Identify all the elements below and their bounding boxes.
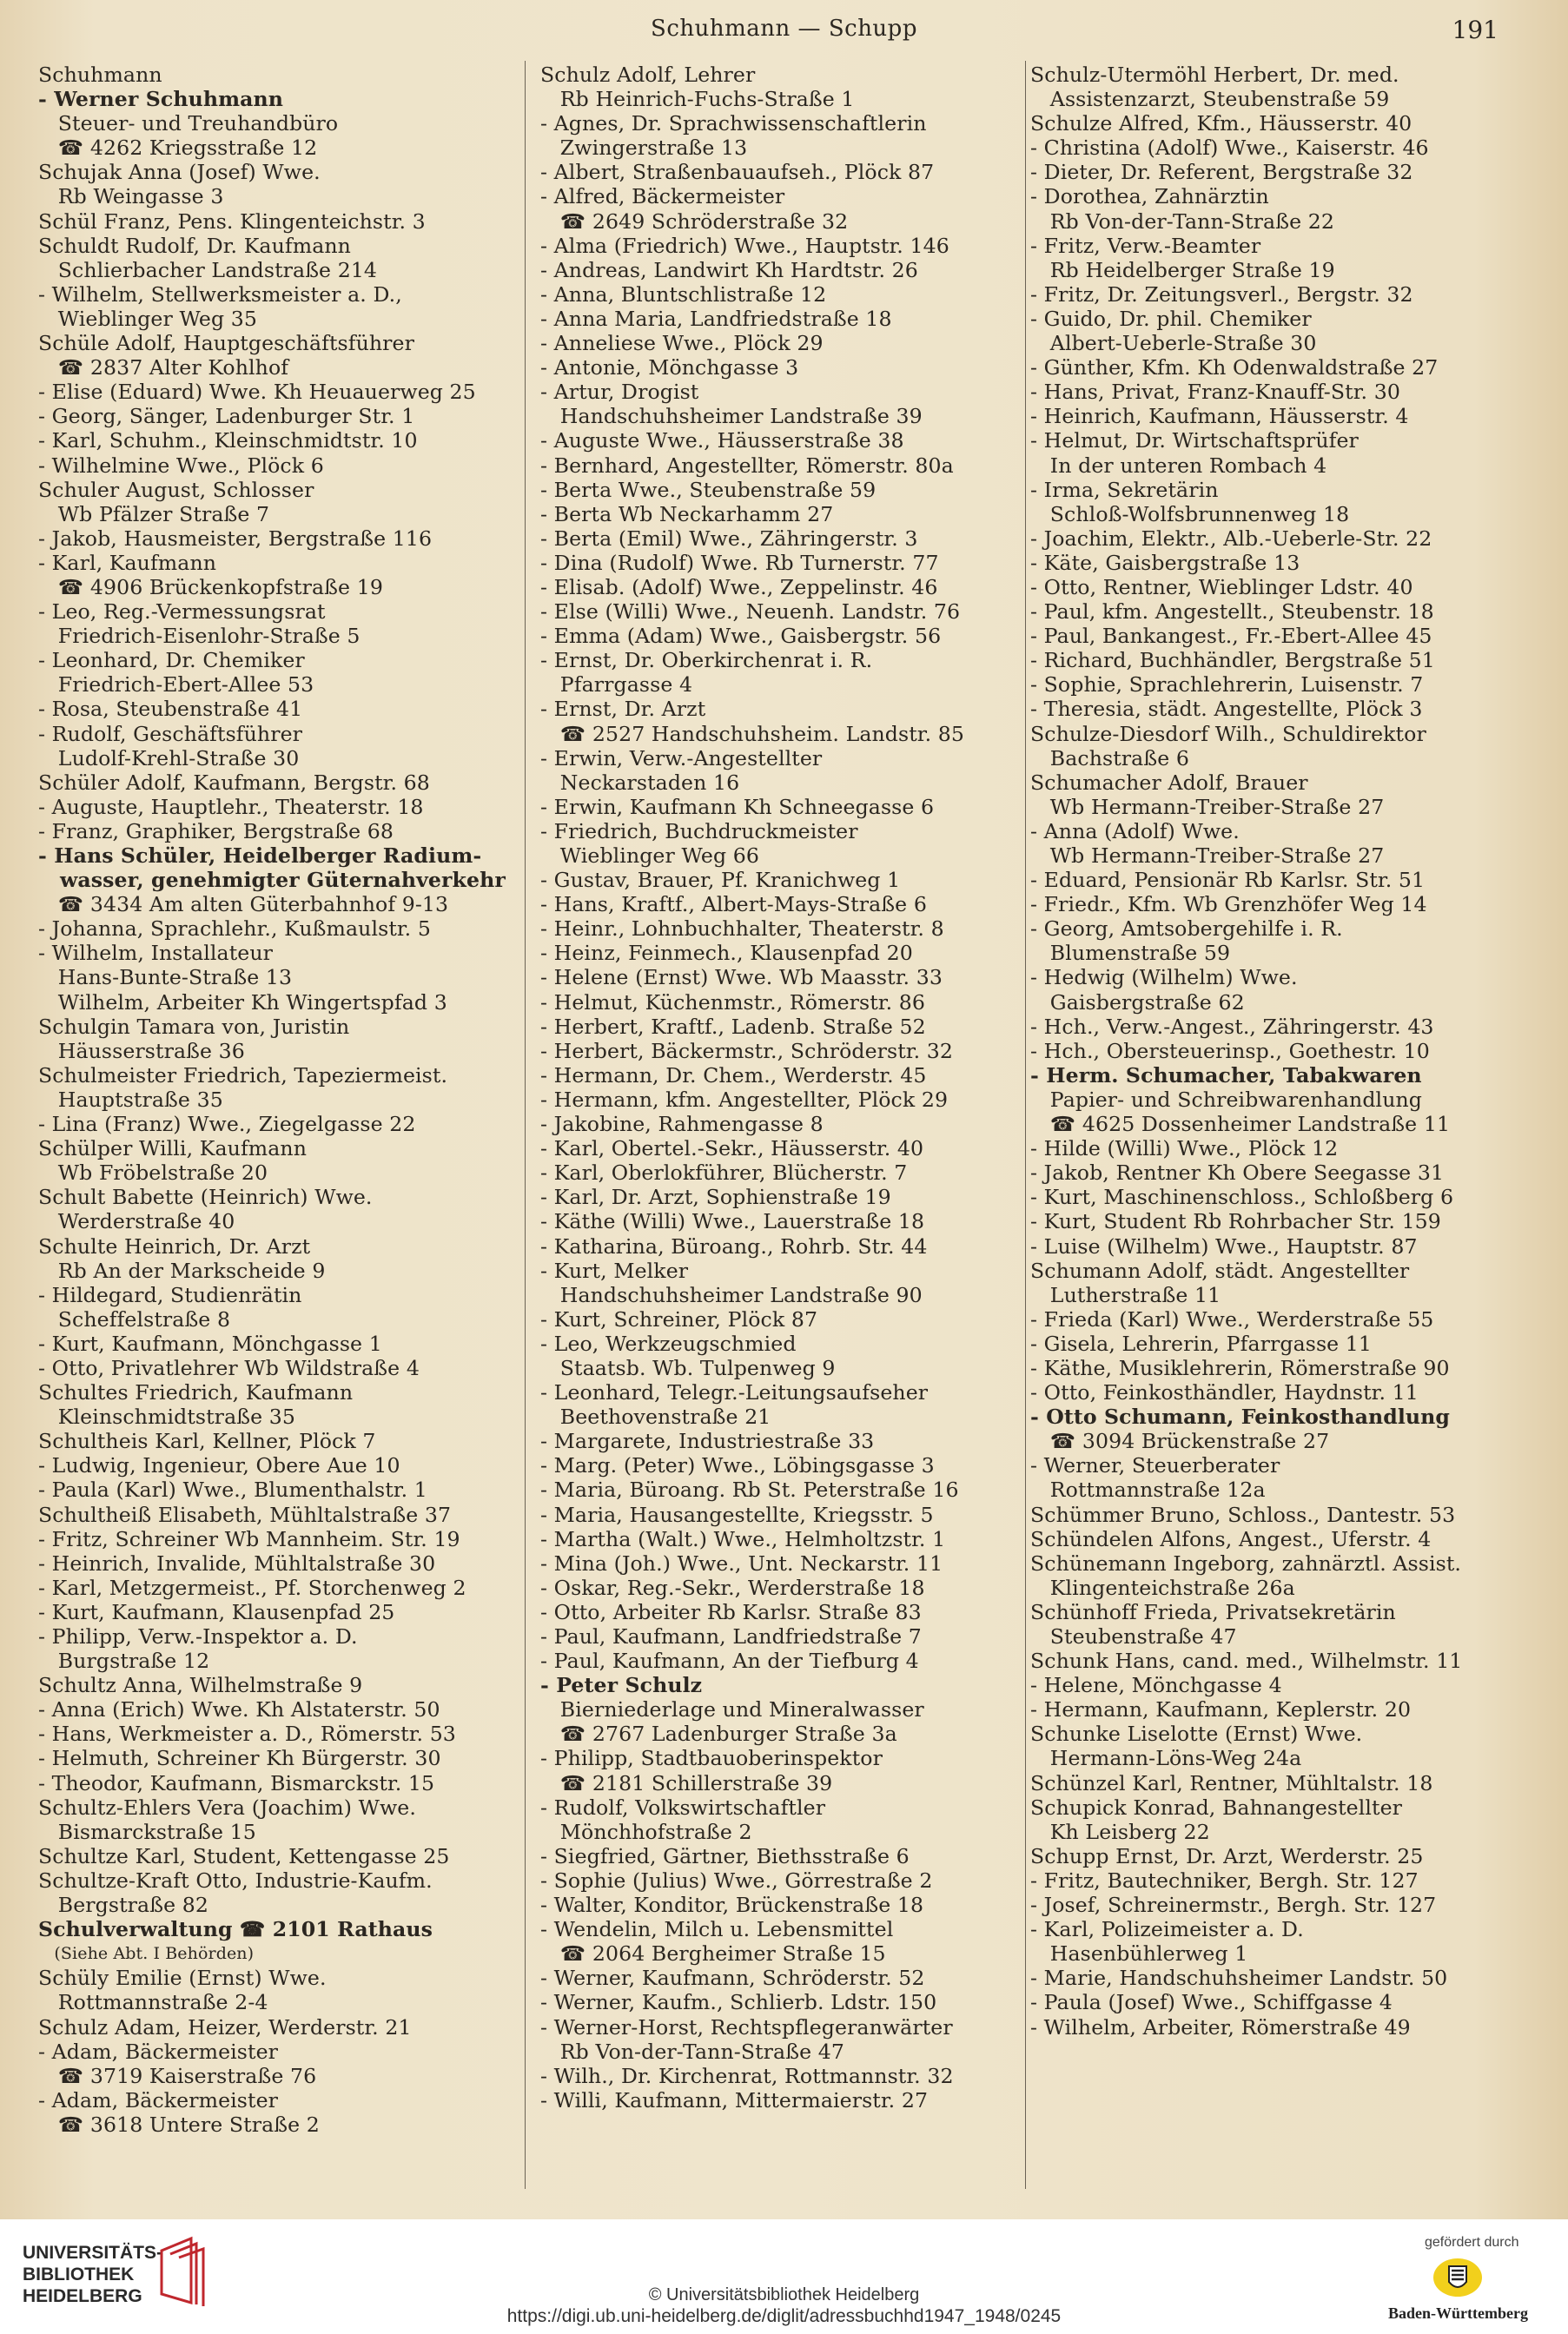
directory-entry-line: - Werner Schuhmann — [38, 87, 284, 112]
directory-entry-line: - Werner, Steuerberater — [1030, 1453, 1280, 1478]
directory-entry-line: Schümmer Bruno, Schloss., Dantestr. 53 — [1030, 1502, 1456, 1527]
directory-entry-line: - Käte, Gaisbergstraße 13 — [1030, 550, 1300, 575]
directory-entry-line: - Helmut, Dr. Wirtschaftsprüfer — [1030, 428, 1359, 453]
directory-entry-line: - Anna (Adolf) Wwe. — [1030, 818, 1240, 843]
directory-entry-line: Wb Hermann-Treiber-Straße 27 — [1030, 794, 1385, 819]
directory-entry-line: Kh Leisberg 22 — [1030, 1819, 1210, 1844]
directory-column-2 — [540, 63, 1009, 2113]
directory-entry-line: - Elisab. (Adolf) Wwe., Zeppelinstr. 46 — [540, 574, 938, 599]
directory-entry-line: Schünhoff Frieda, Privatsekretärin — [1030, 1599, 1396, 1624]
directory-entry-line: Schül Franz, Pens. Klingenteichstr. 3 — [38, 208, 426, 234]
directory-entry-line: Schüly Emilie (Ernst) Wwe. — [38, 1966, 327, 1991]
directory-entry-line: - Hch., Obersteuerinsp., Goethestr. 10 — [1030, 1038, 1430, 1063]
directory-entry-line: Schünzel Karl, Rentner, Mühltalstr. 18 — [1030, 1770, 1433, 1795]
directory-entry-line: Wb Fröbelstraße 20 — [38, 1160, 268, 1186]
directory-entry-line: - Dorothea, Zahnärztin — [1030, 184, 1269, 209]
directory-entry-line: Mönchhofstraße 2 — [540, 1819, 752, 1844]
directory-entry-line: - Werner, Kaufmann, Schröderstr. 52 — [540, 1966, 925, 1991]
directory-entry-line: - Hans, Werkmeister a. D., Römerstr. 53 — [38, 1722, 456, 1747]
directory-entry-line: - Kurt, Maschinenschloss., Schloßberg 6 — [1030, 1185, 1454, 1210]
directory-entry-line: - Anna (Erich) Wwe. Kh Alstaterstr. 50 — [38, 1697, 440, 1722]
directory-entry-line: - Paul, Kaufmann, An der Tiefburg 4 — [540, 1649, 919, 1674]
directory-entry-line: Schumacher Adolf, Brauer — [1030, 770, 1308, 795]
directory-entry-line: - Karl, Oberlokführer, Blücherstr. 7 — [540, 1160, 908, 1186]
directory-entry-line: Steuer- und Treuhandbüro — [38, 111, 339, 136]
library-name-line: HEIDELBERG — [23, 2286, 142, 2306]
directory-entry-line: Schultes Friedrich, Kaufmann — [38, 1380, 354, 1405]
directory-entry-line: Handschuhsheimer Landstraße 39 — [540, 404, 923, 429]
directory-entry-line: Gaisbergstraße 62 — [1030, 989, 1245, 1015]
directory-entry-line: - Georg, Amtsobergehilfe i. R. — [1030, 916, 1343, 942]
directory-entry-line: Schulte Heinrich, Dr. Arzt — [38, 1233, 311, 1259]
directory-entry-line: - Dieter, Dr. Referent, Bergstraße 32 — [1030, 160, 1413, 185]
directory-entry-line: Rb Heinrich-Fuchs-Straße 1 — [540, 87, 855, 112]
directory-entry-line: - Otto, Rentner, Wieblinger Ldstr. 40 — [1030, 574, 1413, 599]
directory-entry-line: - Theresia, städt. Angestellte, Plöck 3 — [1030, 697, 1423, 722]
directory-entry-line: Wilhelm, Arbeiter Kh Wingertspfad 3 — [38, 989, 447, 1015]
directory-entry-line: wasser, genehmigter Güternahverkehr — [38, 868, 506, 893]
directory-entry-line: - Hermann, Kaufmann, Keplerstr. 20 — [1030, 1697, 1412, 1722]
directory-entry-line: Pfarrgasse 4 — [540, 672, 693, 698]
directory-entry-line: ☎ 3618 Untere Straße 2 — [38, 2112, 320, 2137]
directory-entry-line: - Fritz, Schreiner Wb Mannheim. Str. 19 — [38, 1526, 460, 1551]
directory-entry-line: - Hildegard, Studienrätin — [38, 1282, 302, 1307]
funded-by-label: gefördert durch — [1425, 2235, 1519, 2250]
directory-entry-line: Schupick Konrad, Bahnangestellter — [1030, 1795, 1403, 1820]
library-name-line: UNIVERSITÄTS- — [23, 2243, 163, 2263]
directory-entry-line: - Adam, Bäckermeister — [38, 2039, 279, 2064]
directory-entry-line: - Oskar, Reg.-Sekr., Werderstraße 18 — [540, 1575, 925, 1600]
directory-entry-line: Blumenstraße 59 — [1030, 941, 1231, 966]
directory-entry-line: - Wendelin, Milch u. Lebensmittel — [540, 1917, 894, 1942]
directory-entry-line: Bergstraße 82 — [38, 1893, 208, 1918]
directory-entry-line: - Johanna, Sprachlehr., Kußmaulstr. 5 — [38, 916, 431, 942]
directory-entry-line: - Otto, Feinkosthändler, Haydnstr. 11 — [1030, 1380, 1419, 1405]
directory-entry-line: Schultze Karl, Student, Kettengasse 25 — [38, 1843, 450, 1868]
directory-entry-line: - Marg. (Peter) Wwe., Löbingsgasse 3 — [540, 1453, 935, 1478]
directory-entry-line: Kleinschmidtstraße 35 — [38, 1405, 295, 1430]
directory-entry-line: - Irma, Sekretärin — [1030, 477, 1219, 502]
directory-entry-line: - Leo, Reg.-Vermessungsrat — [38, 599, 326, 625]
directory-entry-line: - Alma (Friedrich) Wwe., Hauptstr. 146 — [540, 233, 949, 258]
directory-entry-line: - Herbert, Bäckermstr., Schröderstr. 32 — [540, 1038, 954, 1063]
directory-entry-line: - Wilhelm, Installateur — [38, 941, 274, 966]
directory-entry-line: Schunk Hans, cand. med., Wilhelmstr. 11 — [1030, 1649, 1463, 1674]
directory-entry-line: - Antonie, Mönchgasse 3 — [540, 355, 799, 380]
directory-entry-line: Wb Pfälzer Straße 7 — [38, 501, 270, 526]
directory-entry-line: ☎ 2527 Handschuhsheim. Landstr. 85 — [540, 721, 964, 746]
directory-entry-line: - Paul, Bankangest., Fr.-Ebert-Allee 45 — [1030, 624, 1432, 649]
directory-entry-line: Rb Weingasse 3 — [38, 184, 224, 209]
directory-entry-line: Schulgin Tamara von, Juristin — [38, 1014, 350, 1039]
directory-entry-line: - Karl, Metzgermeist., Pf. Storchenweg 2 — [38, 1575, 466, 1600]
directory-entry-line: - Hilde (Willi) Wwe., Plöck 12 — [1030, 1136, 1339, 1161]
directory-entry-line: Rottmannstraße 2-4 — [38, 1990, 268, 2015]
directory-entry-line: - Luise (Wilhelm) Wwe., Hauptstr. 87 — [1030, 1233, 1418, 1259]
directory-entry-line: - Hans, Privat, Franz-Knauff-Str. 30 — [1030, 380, 1400, 405]
directory-entry-line: - Alfred, Bäckermeister — [540, 184, 785, 209]
directory-entry-line: Schujak Anna (Josef) Wwe. — [38, 160, 321, 185]
directory-entry-line: ☎ 2767 Ladenburger Straße 3a — [540, 1722, 897, 1747]
directory-entry-line: Rb Heidelberger Straße 19 — [1030, 257, 1335, 282]
directory-entry-line: - Karl, Schuhm., Kleinschmidtstr. 10 — [38, 428, 418, 453]
directory-entry-line: ☎ 4262 Kriegsstraße 12 — [38, 136, 318, 161]
directory-entry-line: Schloß-Wolfsbrunnenweg 18 — [1030, 501, 1350, 526]
directory-entry-line: Assistenzarzt, Steubenstraße 59 — [1030, 87, 1390, 112]
directory-entry-line: - Elise (Eduard) Wwe. Kh Heuauerweg 25 — [38, 380, 476, 405]
directory-entry-line: - Sophie (Julius) Wwe., Görrestraße 2 — [540, 1868, 933, 1893]
directory-entry-line: Schüler Adolf, Kaufmann, Bergstr. 68 — [38, 770, 430, 795]
directory-entry-line: - Martha (Walt.) Wwe., Helmholtzstr. 1 — [540, 1526, 946, 1551]
directory-entry-line: Papier- und Schreibwarenhandlung — [1030, 1087, 1422, 1112]
directory-entry-line: Bierniederlage und Mineralwasser — [540, 1697, 924, 1722]
directory-entry-line: - Jakob, Hausmeister, Bergstraße 116 — [38, 526, 433, 551]
directory-entry-line: - Philipp, Verw.-Inspektor a. D. — [38, 1624, 358, 1649]
directory-entry-line: - Walter, Konditor, Brückenstraße 18 — [540, 1893, 924, 1918]
directory-entry-line: - Siegfried, Gärtner, Biethsstraße 6 — [540, 1843, 910, 1868]
directory-entry-line: Schulz-Utermöhl Herbert, Dr. med. — [1030, 63, 1399, 87]
directory-entry-line: Hasenbühlerweg 1 — [1030, 1941, 1248, 1967]
directory-entry-line: Schlierbacher Landstraße 214 — [38, 257, 378, 282]
directory-entry-line: Schultze-Kraft Otto, Industrie-Kaufm. — [38, 1868, 433, 1893]
directory-entry-line: - Andreas, Landwirt Kh Hardtstr. 26 — [540, 257, 918, 282]
directory-entry-line: - Kurt, Melker — [540, 1258, 689, 1283]
directory-entry-line: Hauptstraße 35 — [38, 1087, 223, 1112]
directory-entry-line: Beethovenstraße 21 — [540, 1405, 771, 1430]
directory-entry-line: Schulmeister Friedrich, Tapeziermeist. — [38, 1062, 448, 1088]
directory-entry-line: - Kurt, Kaufmann, Mönchgasse 1 — [38, 1331, 382, 1356]
directory-entry-line: - Paula (Josef) Wwe., Schiffgasse 4 — [1030, 1990, 1393, 2015]
directory-entry-line: - Kurt, Schreiner, Plöck 87 — [540, 1306, 818, 1332]
directory-entry-line: - Josef, Schreinermstr., Bergh. Str. 127 — [1030, 1893, 1437, 1918]
directory-entry-line: Schumann Adolf, städt. Angestellter — [1030, 1258, 1410, 1283]
directory-entry-line: - Berta (Emil) Wwe., Zähringerstr. 3 — [540, 526, 918, 551]
directory-entry-line: - Gustav, Brauer, Pf. Kranichweg 1 — [540, 868, 901, 893]
directory-entry-line: - Wilh., Dr. Kirchenrat, Rottmannstr. 32 — [540, 2063, 954, 2088]
directory-entry-line: Schult Babette (Heinrich) Wwe. — [38, 1185, 373, 1210]
column-divider — [1025, 61, 1026, 2189]
directory-entry-line: - Lina (Franz) Wwe., Ziegelgasse 22 — [38, 1112, 416, 1137]
directory-entry-line: - Fritz, Dr. Zeitungsverl., Bergstr. 32 — [1030, 281, 1413, 307]
directory-entry-line: (Siehe Abt. I Behörden) — [38, 1944, 255, 1964]
directory-entry-line: - Theodor, Kaufmann, Bismarckstr. 15 — [38, 1770, 435, 1795]
directory-entry-line: ☎ 3434 Am alten Güterbahnhof 9-13 — [38, 892, 449, 917]
directory-entry-line: - Leonhard, Dr. Chemiker — [38, 648, 305, 673]
directory-entry-line: ☎ 4906 Brückenkopfstraße 19 — [38, 574, 383, 599]
directory-entry-line: - Bernhard, Angestellter, Römerstr. 80a — [540, 453, 954, 478]
directory-entry-line: - Hedwig (Wilhelm) Wwe. — [1030, 965, 1298, 990]
directory-entry-line: ☎ 2064 Bergheimer Straße 15 — [540, 1941, 886, 1967]
directory-entry-line: Handschuhsheimer Landstraße 90 — [540, 1282, 923, 1307]
directory-column-3 — [1030, 63, 1517, 2040]
directory-entry-line: - Eduard, Pensionär Rb Karlsr. Str. 51 — [1030, 868, 1426, 893]
directory-entry-line: - Anna, Bluntschlistraße 12 — [540, 281, 827, 307]
directory-entry-line: Rb An der Markscheide 9 — [38, 1258, 326, 1283]
directory-entry-line: - Hans Schüler, Heidelberger Radium- — [38, 843, 482, 868]
directory-entry-line: Wieblinger Weg 35 — [38, 306, 257, 331]
directory-entry-line: - Paul, kfm. Angestellt., Steubenstr. 18 — [1030, 599, 1434, 625]
directory-entry-line: Scheffelstraße 8 — [38, 1306, 231, 1332]
page-number: 191 — [1452, 16, 1499, 44]
directory-entry-line: - Wilhelm, Stellwerksmeister a. D., — [38, 281, 402, 307]
directory-entry-line: - Else (Willi) Wwe., Neuenh. Landstr. 76 — [540, 599, 961, 625]
directory-entry-line: Schünemann Ingeborg, zahnärztl. Assist. — [1030, 1550, 1462, 1576]
directory-entry-line: - Hermann, Dr. Chem., Werderstr. 45 — [540, 1062, 927, 1088]
directory-entry-line: - Otto Schumann, Feinkosthandlung — [1030, 1405, 1451, 1430]
directory-entry-line: Staatsb. Wb. Tulpenweg 9 — [540, 1355, 836, 1380]
directory-entry-line: - Berta Wwe., Steubenstraße 59 — [540, 477, 877, 502]
directory-column-1 — [38, 63, 516, 2137]
directory-entry-line: - Agnes, Dr. Sprachwissenschaftlerin — [540, 111, 927, 136]
directory-entry-line: Zwingerstraße 13 — [540, 136, 748, 161]
directory-entry-line: - Ernst, Dr. Arzt — [540, 697, 706, 722]
directory-entry-line: - Maria, Hausangestellte, Kriegsstr. 5 — [540, 1502, 934, 1527]
directory-entry-line: - Heinr., Lohnbuchhalter, Theaterstr. 8 — [540, 916, 944, 942]
directory-entry-line: Schuler August, Schlosser — [38, 477, 314, 502]
directory-entry-line: Schultheis Karl, Kellner, Plöck 7 — [38, 1429, 376, 1454]
directory-entry-line: Schultz Anna, Wilhelmstraße 9 — [38, 1673, 363, 1698]
directory-entry-line: Schulz Adolf, Lehrer — [540, 63, 756, 87]
directory-entry-line: Wieblinger Weg 66 — [540, 843, 759, 868]
directory-entry-line: Schunke Liselotte (Ernst) Wwe. — [1030, 1722, 1363, 1747]
directory-entry-line: Schülper Willi, Kaufmann — [38, 1136, 308, 1161]
directory-entry-line: - Leonhard, Telegr.-Leitungsaufseher — [540, 1380, 929, 1405]
directory-entry-line: - Hans, Kraftf., Albert-Mays-Straße 6 — [540, 892, 927, 917]
directory-entry-line: - Marie, Handschuhsheimer Landstr. 50 — [1030, 1966, 1448, 1991]
directory-entry-line: In der unteren Rombach 4 — [1030, 453, 1327, 478]
directory-entry-line: - Hermann, kfm. Angestellter, Plöck 29 — [540, 1087, 949, 1112]
copyright-text: © Universitätsbibliothek Heidelberg — [648, 2285, 920, 2304]
directory-entry-line: - Auguste Wwe., Häusserstraße 38 — [540, 428, 904, 453]
library-name-line: BIBLIOTHEK — [23, 2265, 135, 2284]
directory-entry-line: - Friedr., Kfm. Wb Grenzhöfer Weg 14 — [1030, 892, 1427, 917]
directory-entry-line: Schultheiß Elisabeth, Mühltalstraße 37 — [38, 1502, 452, 1527]
directory-entry-line: ☎ 2649 Schröderstraße 32 — [540, 208, 849, 234]
directory-entry-line: - Emma (Adam) Wwe., Gaisbergstr. 56 — [540, 624, 942, 649]
directory-entry-line: Klingenteichstraße 26a — [1030, 1575, 1295, 1600]
directory-entry-line: - Otto, Privatlehrer Wb Wildstraße 4 — [38, 1355, 420, 1380]
directory-entry-line: ☎ 2181 Schillerstraße 39 — [540, 1770, 833, 1795]
directory-entry-line: - Fritz, Bautechniker, Bergh. Str. 127 — [1030, 1868, 1419, 1893]
directory-entry-line: Schulverwaltung ☎ 2101 Rathaus — [38, 1917, 433, 1942]
directory-entry-line: - Franz, Graphiker, Bergstraße 68 — [38, 818, 394, 843]
directory-entry-line: - Wilhelmine Wwe., Plöck 6 — [38, 453, 324, 478]
directory-entry-line: Friedrich-Eisenlohr-Straße 5 — [38, 624, 361, 649]
directory-entry-line: Häusserstraße 36 — [38, 1038, 245, 1063]
directory-entry-line: - Adam, Bäckermeister — [38, 2087, 279, 2113]
directory-entry-line: Neckarstaden 16 — [540, 770, 740, 795]
directory-entry-line: - Paula (Karl) Wwe., Blumenthalstr. 1 — [38, 1478, 427, 1503]
directory-entry-line: - Helene, Mönchgasse 4 — [1030, 1673, 1282, 1698]
directory-entry-line: - Rudolf, Volkswirtschaftler — [540, 1795, 826, 1820]
directory-entry-line: - Kurt, Kaufmann, Klausenpfad 25 — [38, 1599, 395, 1624]
directory-entry-line: Rb Von-der-Tann-Straße 47 — [540, 2039, 844, 2064]
directory-entry-line: Rb Von-der-Tann-Straße 22 — [1030, 208, 1334, 234]
directory-entry-line: Schuldt Rudolf, Dr. Kaufmann — [38, 233, 351, 258]
directory-entry-line: - Willi, Kaufmann, Mittermaierstr. 27 — [540, 2087, 929, 2113]
directory-entry-line: Ludolf-Krehl-Straße 30 — [38, 745, 300, 770]
directory-entry-line: Schüle Adolf, Hauptgeschäftsführer — [38, 331, 414, 356]
directory-entry-line: - Joachim, Elektr., Alb.-Ueberle-Str. 22 — [1030, 526, 1432, 551]
directory-entry-line: Schulze-Diesdorf Wilh., Schuldirektor — [1030, 721, 1426, 746]
directory-entry-line: - Anneliese Wwe., Plöck 29 — [540, 331, 824, 356]
directory-entry-line: - Friedrich, Buchdruckmeister — [540, 818, 858, 843]
column-divider — [525, 61, 526, 2189]
directory-entry-line: - Fritz, Verw.-Beamter — [1030, 233, 1261, 258]
directory-entry-line: - Karl, Polizeimeister a. D. — [1030, 1917, 1304, 1942]
directory-entry-line: Werderstraße 40 — [38, 1209, 235, 1234]
directory-entry-line: - Käthe, Musiklehrerin, Römerstraße 90 — [1030, 1355, 1450, 1380]
directory-entry-line: - Hch., Verw.-Angest., Zähringerstr. 43 — [1030, 1014, 1434, 1039]
directory-entry-line: - Auguste, Hauptlehr., Theaterstr. 18 — [38, 794, 424, 819]
directory-entry-line: - Anna Maria, Landfriedstraße 18 — [540, 306, 892, 331]
directory-entry-line: Bismarckstraße 15 — [38, 1819, 256, 1844]
document-url[interactable]: https://digi.ub.uni-heidelberg.de/diglit/adressbuchhd1947_1948/0245 — [506, 2306, 1062, 2326]
directory-entry-line: - Helene (Ernst) Wwe. Wb Maasstr. 33 — [540, 965, 943, 990]
baden-wuerttemberg-emblem-icon[interactable] — [1432, 2256, 1484, 2299]
directory-entry-line: Schulz Adam, Heizer, Werderstr. 21 — [38, 2014, 412, 2040]
directory-entry-line: Schuhmann — [38, 63, 162, 87]
directory-entry-line: - Ernst, Dr. Oberkirchenrat i. R. — [540, 648, 873, 673]
directory-entry-line: - Georg, Sänger, Ladenburger Str. 1 — [38, 404, 415, 429]
directory-entry-line: - Karl, Dr. Arzt, Sophienstraße 19 — [540, 1185, 891, 1210]
directory-entry-line: - Dina (Rudolf) Wwe. Rb Turnerstr. 77 — [540, 550, 939, 575]
directory-entry-line: - Margarete, Industriestraße 33 — [540, 1429, 875, 1454]
directory-entry-line: - Ludwig, Ingenieur, Obere Aue 10 — [38, 1453, 400, 1478]
directory-entry-line: Wb Hermann-Treiber-Straße 27 — [1030, 843, 1385, 868]
directory-entry-line: - Paul, Kaufmann, Landfriedstraße 7 — [540, 1624, 922, 1649]
directory-entry-line: - Karl, Obertel.-Sekr., Häusserstr. 40 — [540, 1136, 924, 1161]
directory-entry-line: - Otto, Arbeiter Rb Karlsr. Straße 83 — [540, 1599, 922, 1624]
directory-entry-line: Burgstraße 12 — [38, 1649, 210, 1674]
directory-entry-line: - Jakob, Rentner Kh Obere Seegasse 31 — [1030, 1160, 1445, 1186]
directory-entry-line: - Peter Schulz — [540, 1673, 703, 1698]
directory-entry-line: - Katharina, Büroang., Rohrb. Str. 44 — [540, 1233, 928, 1259]
page-header — [0, 16, 1568, 50]
directory-entry-line: - Albert, Straßenbauaufseh., Plöck 87 — [540, 160, 935, 185]
directory-entry-line: Steubenstraße 47 — [1030, 1624, 1237, 1649]
directory-entry-line: - Heinrich, Kaufmann, Häusserstr. 4 — [1030, 404, 1409, 429]
directory-entry-line: ☎ 2837 Alter Kohlhof — [38, 355, 289, 380]
directory-entry-line: Albert-Ueberle-Straße 30 — [1030, 331, 1317, 356]
directory-entry-line: - Herm. Schumacher, Tabakwaren — [1030, 1062, 1422, 1088]
directory-entry-line: ☎ 4625 Dossenheimer Landstraße 11 — [1030, 1112, 1451, 1137]
directory-entry-line: Hans-Bunte-Straße 13 — [38, 965, 293, 990]
directory-entry-line: - Werner-Horst, Rechtspflegeranwärter — [540, 2014, 953, 2040]
directory-entry-line: Schulze Alfred, Kfm., Häusserstr. 40 — [1030, 111, 1413, 136]
directory-entry-line: Bachstraße 6 — [1030, 745, 1189, 770]
directory-entry-line: - Jakobine, Rahmengasse 8 — [540, 1112, 824, 1137]
directory-entry-line: - Maria, Büroang. Rb St. Peterstraße 16 — [540, 1478, 959, 1503]
directory-entry-line: - Gisela, Lehrerin, Pfarrgasse 11 — [1030, 1331, 1373, 1356]
directory-entry-line: ☎ 3719 Kaiserstraße 76 — [38, 2063, 317, 2088]
directory-entry-line: - Wilhelm, Arbeiter, Römerstraße 49 — [1030, 2014, 1411, 2040]
directory-entry-line: Hermann-Löns-Weg 24a — [1030, 1746, 1302, 1771]
directory-entry-line: - Helmut, Küchenmstr., Römerstr. 86 — [540, 989, 926, 1015]
directory-entry-line: - Frieda (Karl) Wwe., Werderstraße 55 — [1030, 1306, 1434, 1332]
directory-entry-line: - Richard, Buchhändler, Bergstraße 51 — [1030, 648, 1435, 673]
directory-entry-line: Schupp Ernst, Dr. Arzt, Werderstr. 25 — [1030, 1843, 1424, 1868]
directory-entry-line: Lutherstraße 11 — [1030, 1282, 1221, 1307]
directory-entry-line: - Erwin, Verw.-Angestellter — [540, 745, 823, 770]
directory-entry-line: - Mina (Joh.) Wwe., Unt. Neckarstr. 11 — [540, 1550, 943, 1576]
directory-entry-line: - Berta Wb Neckarhamm 27 — [540, 501, 834, 526]
directory-entry-line: - Sophie, Sprachlehrerin, Luisenstr. 7 — [1030, 672, 1424, 698]
directory-entry-line: - Heinz, Feinmech., Klausenpfad 20 — [540, 941, 913, 966]
directory-entry-line: - Philipp, Stadtbauoberinspektor — [540, 1746, 883, 1771]
directory-entry-line: - Artur, Drogist — [540, 380, 699, 405]
directory-entry-line: - Helmuth, Schreiner Kh Bürgerstr. 30 — [38, 1746, 441, 1771]
viewer-footer — [0, 2219, 1568, 2334]
directory-entry-line: - Guido, Dr. phil. Chemiker — [1030, 306, 1312, 331]
directory-entry-line: Schultz-Ehlers Vera (Joachim) Wwe. — [38, 1795, 416, 1820]
directory-entry-line: - Kurt, Student Rb Rohrbacher Str. 159 — [1030, 1209, 1441, 1234]
directory-entry-line: - Karl, Kaufmann — [38, 550, 217, 575]
directory-entry-line: - Erwin, Kaufmann Kh Schneegasse 6 — [540, 794, 935, 819]
directory-entry-line: - Werner, Kaufm., Schlierb. Ldstr. 150 — [540, 1990, 937, 2015]
page-title: Schuhmann — Schupp — [651, 16, 917, 42]
directory-entry-line: - Günther, Kfm. Kh Odenwaldstraße 27 — [1030, 355, 1439, 380]
directory-entry-line: - Leo, Werkzeugschmied — [540, 1331, 797, 1356]
directory-entry-line: - Heinrich, Invalide, Mühltalstraße 30 — [38, 1550, 436, 1576]
directory-entry-line: - Rosa, Steubenstraße 41 — [38, 697, 303, 722]
directory-entry-line: - Herbert, Kraftf., Ladenb. Straße 52 — [540, 1014, 926, 1039]
directory-entry-line: - Christina (Adolf) Wwe., Kaiserstr. 46 — [1030, 136, 1429, 161]
funder-name: Baden-Württemberg — [1388, 2304, 1528, 2322]
directory-entry-line: - Rudolf, Geschäftsführer — [38, 721, 303, 746]
directory-entry-line: Rottmannstraße 12a — [1030, 1478, 1266, 1503]
directory-entry-line: Friedrich-Ebert-Allee 53 — [38, 672, 314, 698]
directory-entry-line: Schündelen Alfons, Angest., Uferstr. 4 — [1030, 1526, 1432, 1551]
directory-entry-line: ☎ 3094 Brückenstraße 27 — [1030, 1429, 1330, 1454]
directory-entry-line: - Käthe (Willi) Wwe., Lauerstraße 18 — [540, 1209, 925, 1234]
